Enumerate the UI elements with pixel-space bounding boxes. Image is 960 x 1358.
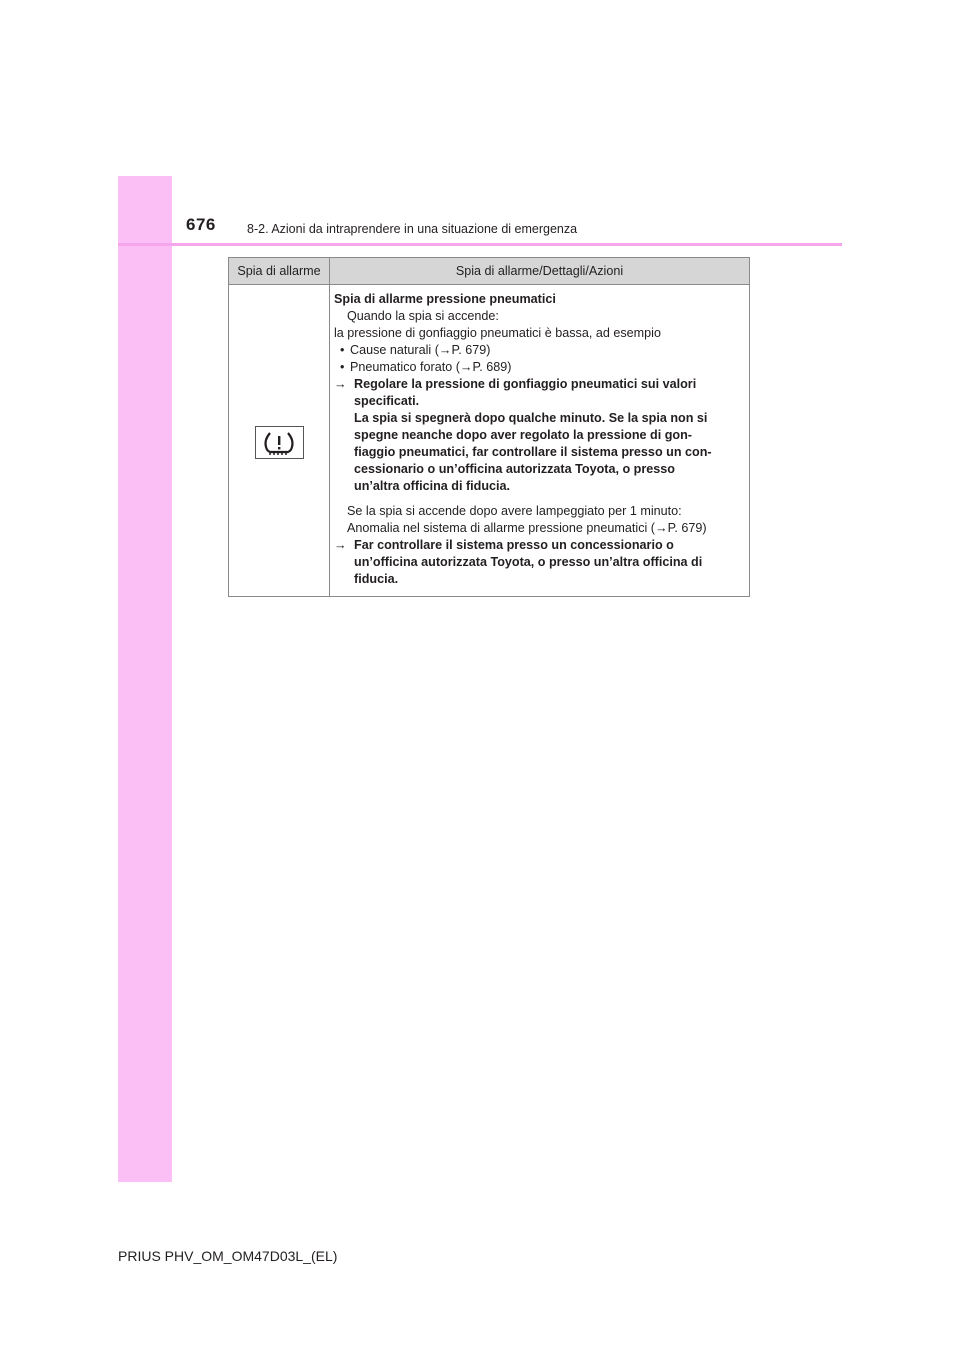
action-1: [334, 376, 741, 495]
tire-pressure-warning-icon: [255, 426, 304, 459]
details-cell: [330, 285, 750, 597]
malfunction-text: Anomalia nel sistema di allarme pressione pneumatici (→P. 679): [347, 521, 707, 535]
list-item: • Pneumatico forato (→P. 689): [340, 360, 512, 374]
arrow-icon: →: [334, 538, 347, 552]
header-rule: [118, 243, 842, 246]
action-1-line: La spia si spegnerà dopo qualche minuto. Se la spia non si: [354, 411, 708, 425]
action-2: [334, 537, 741, 588]
table-row: [229, 285, 750, 597]
action-1-line: specificati.: [354, 394, 420, 408]
footer-doc-code: PRIUS PHV_OM_OM47D03L_(EL): [118, 1248, 338, 1264]
action-2-line: fiducia.: [354, 572, 399, 586]
side-color-band: [118, 176, 172, 1182]
action-1-line: Regolare la pressione di gonfiaggio pneumatici sui valori: [354, 377, 697, 391]
list-item: • Cause naturali (→P. 679): [340, 343, 491, 357]
warning-title: Spia di allarme pressione pneumatici: [334, 292, 556, 306]
table-header-row: [229, 258, 750, 285]
warning-lights-table: [228, 257, 750, 597]
page-number: 676: [186, 215, 216, 234]
arrow-icon: →: [334, 377, 347, 391]
action-2-line: un’officina autorizzata Toyota, o presso un’altra officina di: [354, 555, 703, 569]
action-1-line: un’altra officina di fiducia.: [354, 479, 511, 493]
col-header-details: Spia di allarme/Dettagli/Azioni: [330, 258, 750, 285]
action-1-line: fiaggio pneumatici, far controllare il sistema presso un con-: [354, 445, 712, 459]
bullet-text: Cause naturali (→P. 679): [350, 343, 491, 357]
action-1-line: spegne neanche dopo aver regolato la pressione di gon-: [354, 428, 693, 442]
col-header-warning-light: Spia di allarme: [229, 258, 330, 285]
blink-text: Se la spia si accende dopo avere lampeggiato per 1 minuto:: [347, 504, 682, 518]
section-title: 8-2. Azioni da intraprendere in una situazione di emergenza: [247, 222, 578, 236]
icon-cell: [229, 285, 330, 597]
action-2-line: Far controllare il sistema presso un concessionario o: [354, 538, 674, 552]
bullet-text: Pneumatico forato (→P. 689): [350, 360, 512, 374]
cause-intro: la pressione di gonfiaggio pneumatici è bassa, ad esempio: [334, 326, 661, 340]
action-1-line: cessionario o un’officina autorizzata Toyota, o presso: [354, 462, 675, 476]
when-on-text: Quando la spia si accende:: [347, 309, 499, 323]
